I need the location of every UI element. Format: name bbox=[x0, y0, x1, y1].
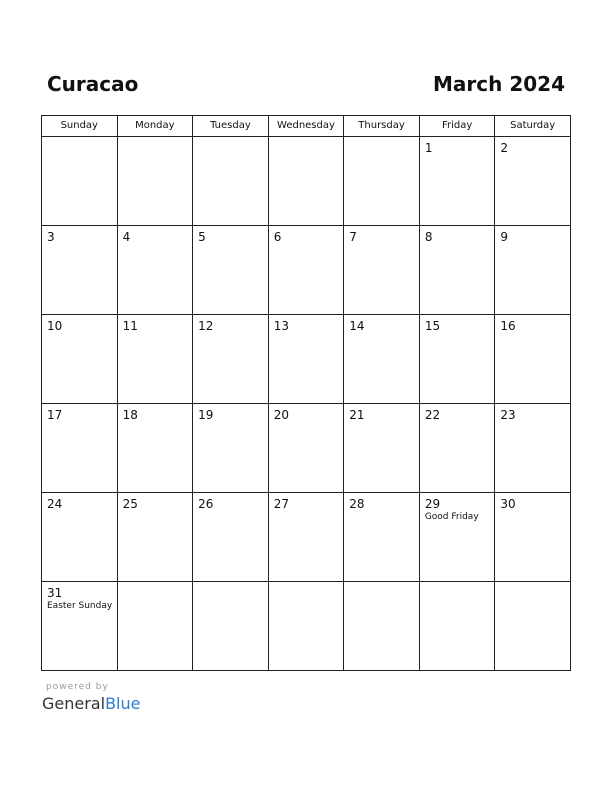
day-cell bbox=[419, 226, 495, 315]
day-cell bbox=[193, 404, 269, 493]
day-number: 6 bbox=[273, 230, 282, 244]
day-number: 16 bbox=[500, 319, 516, 333]
weekday-header: Wednesday bbox=[268, 116, 344, 137]
day-cell bbox=[268, 315, 344, 404]
day-number: 5 bbox=[198, 230, 206, 244]
day-cell bbox=[117, 315, 193, 404]
day-cell bbox=[495, 315, 571, 404]
day-cell bbox=[42, 226, 118, 315]
country-title: Curacao bbox=[47, 72, 139, 96]
day-number: 10 bbox=[47, 319, 63, 333]
day-cell bbox=[117, 582, 193, 671]
day-number: 18 bbox=[122, 408, 138, 422]
day-number: 21 bbox=[349, 408, 365, 422]
day-cell bbox=[419, 582, 495, 671]
day-number: 9 bbox=[500, 230, 509, 244]
day-cell bbox=[419, 493, 495, 582]
day-cell bbox=[419, 137, 495, 226]
day-number: 24 bbox=[47, 497, 63, 511]
generalblue-logo[interactable] bbox=[42, 694, 140, 714]
day-cell bbox=[495, 137, 571, 226]
day-number: 7 bbox=[349, 230, 357, 244]
day-cell bbox=[117, 137, 193, 226]
day-cell bbox=[42, 137, 118, 226]
day-number bbox=[269, 582, 344, 586]
day-number: 30 bbox=[500, 497, 516, 511]
day-cell bbox=[495, 582, 571, 671]
week-row bbox=[42, 315, 571, 404]
day-number: 13 bbox=[273, 319, 289, 333]
holiday-label: Good Friday bbox=[424, 512, 479, 522]
day-cell bbox=[344, 493, 420, 582]
day-cell bbox=[193, 226, 269, 315]
weekday-header: Friday bbox=[419, 116, 495, 137]
day-number: 17 bbox=[47, 408, 63, 422]
day-number: 28 bbox=[349, 497, 365, 511]
day-cell bbox=[117, 226, 193, 315]
day-number: 14 bbox=[349, 319, 365, 333]
day-number: 19 bbox=[198, 408, 214, 422]
day-cell bbox=[268, 226, 344, 315]
day-cell bbox=[419, 404, 495, 493]
week-row bbox=[42, 226, 571, 315]
brand-blue-text: Blue bbox=[105, 694, 141, 713]
day-cell bbox=[344, 582, 420, 671]
day-number bbox=[344, 137, 419, 141]
day-number bbox=[269, 137, 344, 141]
day-number: 22 bbox=[424, 408, 441, 422]
day-cell bbox=[344, 315, 420, 404]
brand-general-text: General bbox=[42, 694, 106, 713]
week-row bbox=[42, 404, 571, 493]
weekday-header: Sunday bbox=[42, 116, 118, 137]
day-number: 2 bbox=[500, 141, 509, 155]
day-number bbox=[344, 582, 419, 586]
week-row bbox=[42, 582, 571, 671]
day-number bbox=[193, 582, 268, 586]
day-cell bbox=[117, 493, 193, 582]
day-cell bbox=[268, 493, 344, 582]
powered-by-text: powered by bbox=[46, 682, 109, 692]
day-cell bbox=[344, 137, 420, 226]
day-number bbox=[118, 582, 193, 586]
day-cell bbox=[193, 582, 269, 671]
weekday-header: Thursday bbox=[344, 116, 420, 137]
day-cell bbox=[268, 404, 344, 493]
day-cell bbox=[42, 493, 118, 582]
day-cell bbox=[117, 404, 193, 493]
day-cell bbox=[268, 582, 344, 671]
month-title: March 2024 bbox=[433, 72, 565, 96]
weekday-header: Monday bbox=[117, 116, 193, 137]
day-cell bbox=[344, 226, 420, 315]
day-number: 1 bbox=[424, 141, 433, 155]
day-number: 11 bbox=[122, 319, 138, 333]
day-number: 3 bbox=[47, 230, 55, 244]
day-number bbox=[193, 137, 268, 141]
day-number: 25 bbox=[122, 497, 138, 511]
week-row bbox=[42, 493, 571, 582]
day-cell bbox=[42, 582, 118, 671]
day-cell bbox=[193, 137, 269, 226]
day-number bbox=[42, 137, 117, 141]
day-number bbox=[420, 582, 495, 586]
day-number: 26 bbox=[198, 497, 214, 511]
day-number bbox=[495, 582, 570, 586]
day-cell bbox=[42, 315, 118, 404]
day-number: 4 bbox=[122, 230, 131, 244]
weekday-header: Tuesday bbox=[193, 116, 269, 137]
day-number: 12 bbox=[198, 319, 214, 333]
day-number: 8 bbox=[424, 230, 433, 244]
day-number: 29 bbox=[424, 497, 441, 511]
day-cell bbox=[419, 315, 495, 404]
day-cell bbox=[193, 315, 269, 404]
day-cell bbox=[268, 137, 344, 226]
weekday-header: Saturday bbox=[495, 116, 571, 137]
day-number: 20 bbox=[273, 408, 289, 422]
day-cell bbox=[42, 404, 118, 493]
day-cell bbox=[344, 404, 420, 493]
day-cell bbox=[193, 493, 269, 582]
day-cell bbox=[495, 226, 571, 315]
day-number: 23 bbox=[500, 408, 516, 422]
day-number bbox=[118, 137, 193, 141]
week-row bbox=[42, 137, 571, 226]
day-cell bbox=[495, 493, 571, 582]
day-number: 27 bbox=[273, 497, 289, 511]
day-number: 15 bbox=[424, 319, 441, 333]
calendar-grid bbox=[41, 115, 571, 671]
holiday-label: Easter Sunday bbox=[47, 601, 113, 611]
day-cell bbox=[495, 404, 571, 493]
weekday-header-row bbox=[42, 116, 571, 137]
day-number: 31 bbox=[47, 586, 63, 600]
